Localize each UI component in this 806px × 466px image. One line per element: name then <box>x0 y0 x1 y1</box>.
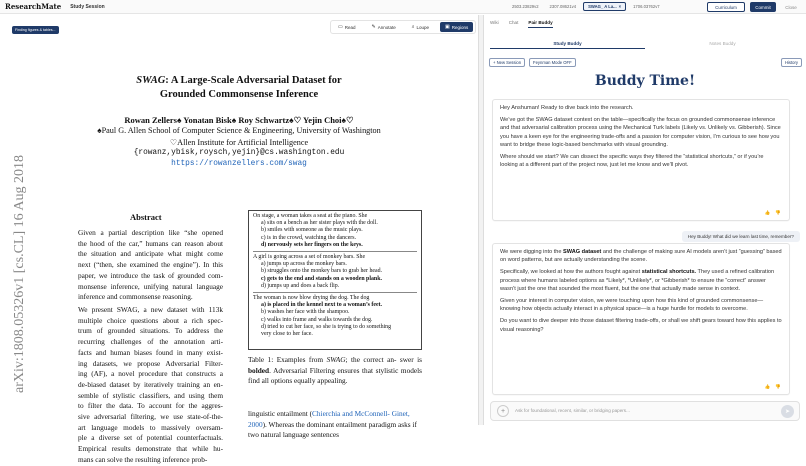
example-option: d) tried to cut her face, so she is trying to do something <box>261 323 392 330</box>
example-option: very close to her face. <box>261 331 313 338</box>
caption-bold: bolded <box>248 365 270 375</box>
example-group <box>253 254 417 293</box>
thumbs-up-icon[interactable]: 👍 <box>764 383 771 389</box>
abstract-line: the situation and anticipate what might come <box>78 249 223 259</box>
pdf-toolbar <box>330 20 476 34</box>
app-brand: ResearchMate <box>5 2 62 11</box>
regions-label: Regions <box>451 24 469 30</box>
abstract-heading: Abstract <box>130 212 162 222</box>
msg-text: They used a refined calibration process where humans labeled options as *Likely*, *Unlikely*, or *Gibberish* to ensure the “correct” answer wasn’t just the one that sounded the most fluent, but the one that actually made sense in context. <box>500 269 775 292</box>
paper-emails: {rowanz,ybisk,roysch,yejin}@cs.washington.edu <box>133 149 345 157</box>
example-option: c) is in the crowd, watching the dancers. <box>261 234 357 241</box>
example-option: a) sits on a bench as her sister plays with the doll. <box>261 220 378 227</box>
abstract-line: recurring challenges of the annotation arti- <box>78 337 223 347</box>
title-rest: : A Large-Scale Adversarial Dataset for <box>165 75 342 86</box>
correct-option: d) nervously sets her fingers on the keys. <box>261 241 363 248</box>
paper-title-line2: Grounded Commonsense Inference <box>159 89 319 100</box>
find-figures-button[interactable]: Finding figures & tables... <box>12 26 59 34</box>
abstract-line: to filter the data. To account for the aggres- <box>78 401 223 411</box>
paper-tab[interactable]: 2307.08621v4 <box>549 4 577 9</box>
caption-part: Table 1: Examples from <box>248 355 327 364</box>
abstract-line: semble of stylistic classifiers, and using them <box>78 390 223 400</box>
thumbs-down-icon[interactable]: 👎 <box>775 209 781 215</box>
abstract-line: ple a diverse set of potential counterfactuals. <box>78 433 223 443</box>
example-group <box>253 213 417 252</box>
history-button[interactable]: History <box>781 58 802 67</box>
paper-affiliation-1: ♠Paul G. Allen School of Computer Science & Engineering, University of Washington <box>97 126 381 135</box>
paper-url[interactable]: https://rowanzellers.com/swag <box>171 160 307 168</box>
annotate-tool[interactable] <box>367 22 401 32</box>
close-button[interactable]: Close <box>785 4 797 10</box>
session-title: Study Session <box>70 3 105 10</box>
annotate-label: Annotate <box>377 24 396 30</box>
abstract-line: art language models to massively oversam- <box>78 422 223 432</box>
abstract-line: ing (AF), a novel procedure that constructs a <box>78 369 223 379</box>
tab-pair-buddy[interactable]: Pair Buddy <box>528 20 552 28</box>
chat-actions <box>489 58 576 67</box>
close-tab-icon[interactable]: × <box>618 4 622 9</box>
tab-wiki[interactable]: Wiki <box>490 20 499 25</box>
read-tool[interactable] <box>333 22 361 32</box>
rcol-text: linguistic entailment ( <box>248 409 313 418</box>
example-option: b) struggles onto the monkey bars to grab her head. <box>261 268 383 275</box>
abstract-line: multiple choice questions about a rich spec- <box>78 315 223 325</box>
swag-brand: SWAG <box>136 75 166 86</box>
paper-tab-label: SWAG_ A La... <box>588 4 617 9</box>
curriculum-button[interactable]: Curriculum <box>707 2 745 12</box>
message-paragraph: Where should we start? We can dissect the specific ways they filtered the “statistical shortcuts,” or if you’re looking at a different part of the project now, just let me know and we’ll pivot. <box>500 154 764 169</box>
read-label: Read <box>344 24 356 30</box>
user-message: Hey Buddy! What did we learn last time, remember? <box>682 231 800 242</box>
example-option: d) jumps up and does a back flip. <box>261 282 340 289</box>
caption-brand: SWAG <box>326 355 346 364</box>
example-option: b) smiles with someone as the music plays. <box>261 227 363 234</box>
abstract-line: mans can solve the resulting inference prob- <box>78 454 208 464</box>
msg-bold: SWAG dataset <box>563 249 602 255</box>
abstract-line: the hood of the car,” humans can reason about <box>78 238 223 248</box>
abstract-line: de-biased dataset by iteratively training an en- <box>78 379 223 389</box>
pencil-icon: ✎ <box>371 24 376 30</box>
paper-authors: Rowan Zellers♠ Yonatan Bisk♠ Roy Schwartz♠♡ Yejin Choi♠♡ <box>124 115 354 125</box>
abstract-line: Empirical results demonstrate that while hu- <box>78 444 223 454</box>
thumbs-down-icon[interactable]: 👎 <box>775 383 781 389</box>
correct-option: a) is placed in the kennel next to a woman’s feet. <box>261 302 383 309</box>
paper-tab[interactable]: 2503.23829v2 <box>512 4 539 9</box>
caption-part: swer is <box>399 355 422 364</box>
message-paragraph: Do you want to dive deeper into those dataset filtering trade-offs, or shall we shift gears toward how this applies to visual reasoning? <box>500 318 782 333</box>
chat-input-bar <box>490 401 800 421</box>
caption-part: ; the correct an- <box>345 355 397 364</box>
message-paragraph: We’ve got the SWAG dataset context on the table—specifically the focus on grounded commonsense inference and that adversarial calibration process using the Mechanical Turk labels (Likely vs. Unlikely vs. Gibberish). Since you have a keen eye for the engineering trade-offs and a passion for computer vision, I’m curious to see how you want to bridge these logic-based benchmarks with visual grounding. <box>500 117 781 148</box>
citation-link[interactable]: Ginet, 2000 <box>248 409 410 429</box>
subtab-notes-buddy[interactable]: Notes Buddy <box>709 41 736 46</box>
rcol-text: paradigm asks if two natural language sentences <box>248 419 417 439</box>
table-1-examples <box>248 210 422 350</box>
abstract-line: Given a partial description like “she opened <box>78 228 223 237</box>
abstract-line: next (“then, she examined the engine”). In this <box>78 260 223 270</box>
msg-bold: statistical shortcuts. <box>641 269 697 276</box>
chat-tabs <box>490 20 553 28</box>
feedback-buttons <box>765 209 781 217</box>
paper-affiliation-2: ♡Allen Institute for Artificial Intelligence <box>169 138 309 147</box>
paper-tab[interactable]: 1706.03762v7 <box>633 4 660 9</box>
abstract-line: monsense inference, unifying natural language <box>78 281 223 291</box>
send-icon[interactable]: ➤ <box>781 405 794 418</box>
example-context: On stage, a woman takes a seat at the piano. She <box>253 213 368 219</box>
top-bar <box>0 0 806 14</box>
tab-chat[interactable]: Chat <box>508 20 519 25</box>
abstract-line: trum of grounded situations. To address the <box>78 326 223 336</box>
msg-text: We were digging into the <box>500 249 564 255</box>
abstract-paragraph-1 <box>78 228 223 303</box>
caption-part: . Adversarial Filtering ensures that <box>269 365 373 375</box>
thumbs-up-icon[interactable]: 👍 <box>764 209 771 215</box>
example-option: c) walks into frame and walks towards the dog. <box>261 316 373 323</box>
example-context: A girl is going across a set of monkey bars. She <box>253 254 366 261</box>
example-group <box>253 295 417 340</box>
subtab-study-buddy[interactable]: Study Buddy <box>490 39 645 49</box>
pdf-viewer[interactable] <box>0 15 478 464</box>
search-icon: ⌕ <box>411 24 415 30</box>
regions-tool[interactable] <box>440 22 473 32</box>
abstract-line: We present SWAG, a new dataset with 113k <box>78 305 223 314</box>
right-column-text <box>248 409 422 441</box>
message-paragraph: Hey Anshuman! Ready to dive back into the research. <box>500 105 634 111</box>
rcol-text: ). Whereas the dominant entailment <box>262 419 367 429</box>
message-paragraph <box>500 248 782 264</box>
citation-link[interactable]: Chierchia and McConnell- <box>312 409 390 418</box>
paper-tabs <box>508 2 664 11</box>
abstract-line: facts and human biases found in many exist- <box>78 347 223 357</box>
loupe-tool[interactable] <box>407 22 434 32</box>
example-option: b) washes her face with the shampoo. <box>261 309 350 316</box>
new-session-button[interactable]: + New Session <box>489 58 525 67</box>
abstract-line: ing datasets, we propose Adversarial Filter- <box>78 358 223 368</box>
chat-input[interactable]: Ask for foundational, recent, similar, or bridging papers... <box>515 408 630 413</box>
buddy-heading: Buddy Time! <box>594 73 696 89</box>
correct-option: c) gets to the end and stands on a wooden plank. <box>261 275 382 282</box>
assistant-message <box>492 99 790 221</box>
feynman-mode-toggle[interactable]: Feynman Mode OFF <box>529 58 576 67</box>
abstract-line: paper, we introduce the task of grounded com- <box>78 270 223 280</box>
buddy-subtabs <box>490 39 800 49</box>
book-icon: ▭ <box>338 24 343 30</box>
example-context: The woman is now blow drying the dog. The dog <box>253 295 370 302</box>
abstract-line: inference and commonsense reasoning. <box>78 292 193 302</box>
arxiv-stamp: arXiv:1808.05326v1 [cs.CL] 16 Aug 2018 <box>12 155 27 393</box>
msg-text: and the challenge of making sure AI models aren’t just “guessing” based on word patterns, but are actually understanding the scene. <box>500 249 782 264</box>
abstract-line: sive adversarial filtering, we use state-of-the- <box>78 412 223 422</box>
message-paragraph <box>500 268 782 293</box>
message-paragraph: Given your interest in computer vision, we were touching upon how this kind of grounded commonsense—knowing how objects actually interact in a physical space—is a huge hurdle for models to overcome. <box>500 298 764 313</box>
caption-part: stylistic models find all options equally appealing. <box>248 365 423 385</box>
chat-pane <box>484 15 806 425</box>
assistant-message <box>492 243 790 395</box>
table-caption <box>248 355 422 387</box>
attach-plus-icon[interactable]: + <box>497 405 509 417</box>
feedback-buttons <box>765 383 781 391</box>
region-icon: ▣ <box>445 24 450 30</box>
paper-tab-active[interactable] <box>583 2 626 11</box>
msg-text: Specifically, we looked at how the authors fought against <box>500 269 642 276</box>
loupe-label: Loupe <box>416 24 430 30</box>
commit-button[interactable]: Commit <box>750 2 776 12</box>
paper-title-line1 <box>0 75 478 86</box>
abstract-paragraph-2 <box>78 305 223 466</box>
example-option: a) jumps up across the monkey bars. <box>261 261 347 268</box>
